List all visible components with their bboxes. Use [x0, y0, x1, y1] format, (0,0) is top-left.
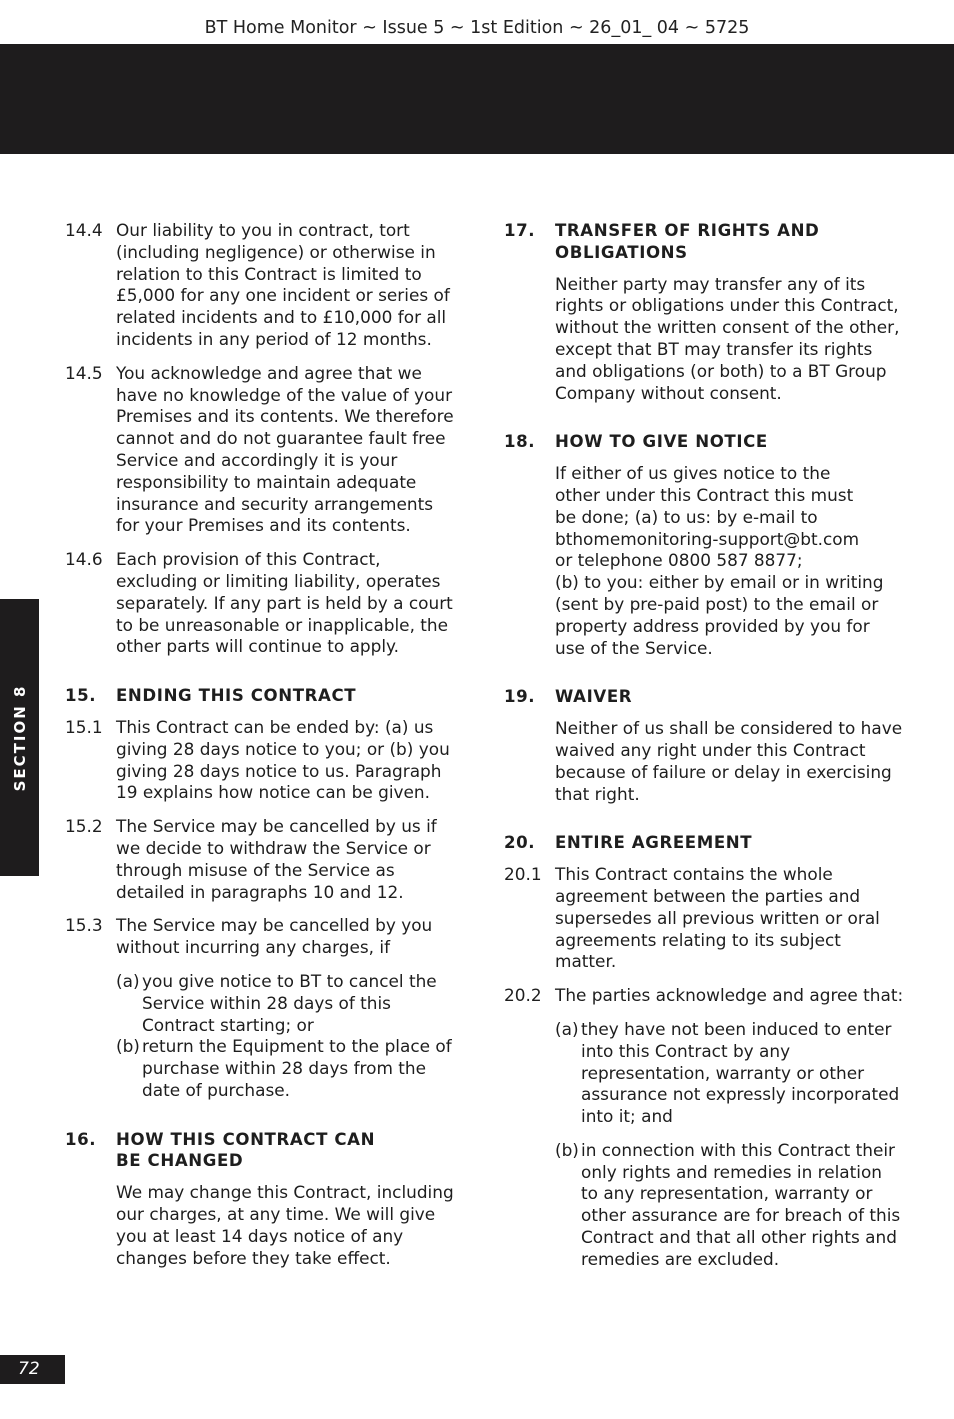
section-17-text: Neither party may transfer any of its rights or obligations under this Contract, without the written consent of the other, except that BT may transfer its rights and obligations (or both) to a BT Group Company without consent.	[555, 273, 900, 403]
notice-phone: or telephone 0800 587 8877;	[555, 550, 803, 571]
notice-line: other under this Contract this must	[555, 484, 854, 505]
section-17-heading	[504, 220, 904, 264]
clause-14-5	[65, 363, 455, 537]
clause-text: The parties acknowledge and agree that:	[555, 985, 904, 1006]
section-number: 16.	[65, 1129, 97, 1149]
section-number: 20.	[504, 833, 536, 853]
notice-line: (sent by pre-paid post) to the email or	[555, 593, 879, 614]
subclause-text: return the Equipment to the place of purchase within 28 days from the date of purchase.	[142, 1036, 452, 1100]
subclause-text: you give notice to BT to cancel the Service within 28 days of this Contract starting; or	[142, 970, 437, 1035]
subclause-15-3-b	[116, 1036, 455, 1101]
section-title: ENTIRE AGREEMENT	[555, 833, 753, 853]
clause-number: 14.4	[65, 220, 103, 240]
subclause-text: they have not been induced to enter into this Contract by any representation, warranty or other assurance not expressly incorporated into it; and	[581, 1018, 900, 1127]
clause-text: Our liability to you in contract, tort (including negligence) or otherwise in relation to this Contract is limited to £5,000 for any one incident or series of related incidents and to £10,000 for all incidents in any period of 12 months.	[116, 220, 450, 349]
notice-email: bthomemonitoring-support@bt.com	[555, 528, 860, 549]
section-tab-label: SECTION 8	[10, 684, 29, 791]
section-title	[116, 1129, 375, 1173]
clause-text: You acknowledge and agree that we have no knowledge of the value of your Premises and its contents. We therefore cannot and do not guarantee fault free Service and accordingly it is your responsibility to maintain adequate insurance and security arrangements for your Premises and its contents.	[116, 362, 454, 536]
left-column	[65, 220, 455, 1269]
clause-15-2	[65, 816, 455, 903]
subclause-label: (a)	[116, 970, 140, 991]
clause-20-2	[504, 985, 904, 1007]
section-16-text: We may change this Contract, including our charges, at any time. We will give you at least 14 days notice of any changes before they take effect.	[116, 1182, 454, 1268]
section-18-heading	[504, 431, 904, 453]
notice-line: be done; (a) to us: by e-mail to	[555, 506, 818, 527]
clause-number: 15.2	[65, 816, 103, 837]
section-18-text	[555, 463, 904, 659]
notice-line: use of the Service.	[555, 637, 713, 658]
clause-number: 15.1	[65, 716, 103, 737]
clause-number: 20.1	[504, 864, 542, 885]
notice-line: If either of us gives notice to the	[555, 463, 831, 484]
subclause-label: (a)	[555, 1018, 579, 1039]
section-title-line: BE CHANGED	[116, 1151, 244, 1171]
subclause-label: (b)	[116, 1036, 140, 1057]
section-title: WAIVER	[555, 687, 633, 707]
section-title: HOW TO GIVE NOTICE	[555, 432, 768, 452]
page-number: 72	[0, 1355, 65, 1384]
clause-text: The Service may be cancelled by us if we decide to withdraw the Service or through misuse of the Service as detailed in paragraphs 10 and 12.	[116, 816, 437, 902]
section-title-line: OBLIGATIONS	[555, 242, 688, 262]
subclause-label: (b)	[555, 1139, 579, 1160]
clause-20-2-subitems	[555, 1019, 904, 1271]
right-column	[504, 220, 904, 1271]
section-20-heading	[504, 832, 904, 854]
section-number: 15.	[65, 686, 97, 706]
section-tab	[0, 599, 39, 876]
section-number: 18.	[504, 432, 536, 452]
clause-20-1	[504, 864, 904, 973]
section-title-line: TRANSFER OF RIGHTS AND	[555, 221, 820, 240]
clause-text: This Contract can be ended by: (a) us giving 28 days notice to you; or (b) you giving 28 days notice to us. Paragraph 19 explains how notice can be given.	[116, 716, 450, 803]
subclause-20-2-b	[555, 1140, 904, 1271]
section-19-heading	[504, 686, 904, 708]
clause-15-3-subitems	[116, 971, 455, 1102]
section-16-heading	[65, 1129, 455, 1173]
clause-14-6	[65, 549, 455, 658]
clause-14-4	[65, 220, 455, 351]
clause-number: 14.5	[65, 362, 103, 383]
section-number: 17.	[504, 221, 536, 240]
notice-line: property address provided by you for	[555, 615, 870, 636]
clause-number: 15.3	[65, 915, 103, 936]
section-title-line: HOW THIS CONTRACT CAN	[116, 1129, 376, 1149]
section-number: 19.	[504, 687, 536, 707]
section-15-heading	[65, 685, 455, 707]
document-header: BT Home Monitor ~ Issue 5 ~ 1st Edition ~ 26_01_ 04 ~ 5725	[204, 18, 750, 38]
section-19-text: Neither of us shall be considered to have waived any right under this Contract because of failure or delay in exercising that right.	[555, 718, 903, 804]
notice-line: (b) to you: either by email or in writing	[555, 572, 884, 593]
section-title: ENDING THIS CONTRACT	[116, 686, 357, 706]
subclause-15-3-a	[116, 971, 455, 1036]
clause-number: 14.6	[65, 549, 103, 570]
subclause-text: in connection with this Contract their only rights and remedies in relation to any representation, warranty or other assurance are for breach of this Contract and that all other rights and remedies are excluded.	[581, 1139, 901, 1269]
clause-text: The Service may be cancelled by you without incurring any charges, if	[116, 915, 433, 958]
section-title	[555, 220, 819, 264]
clause-text: This Contract contains the whole agreement between the parties and supersedes all previous written or oral agreements relating to its subject matter.	[555, 864, 880, 972]
clause-15-3	[65, 915, 455, 959]
header-band	[0, 44, 954, 154]
subclause-20-2-a	[555, 1019, 904, 1128]
clause-number: 20.2	[504, 985, 542, 1006]
clause-text: Each provision of this Contract, excluding or limiting liability, operates separately. If any part is held by a court to be unreasonable or inapplicable, the other parts will continue to apply.	[116, 549, 453, 657]
clause-15-1	[65, 717, 455, 804]
